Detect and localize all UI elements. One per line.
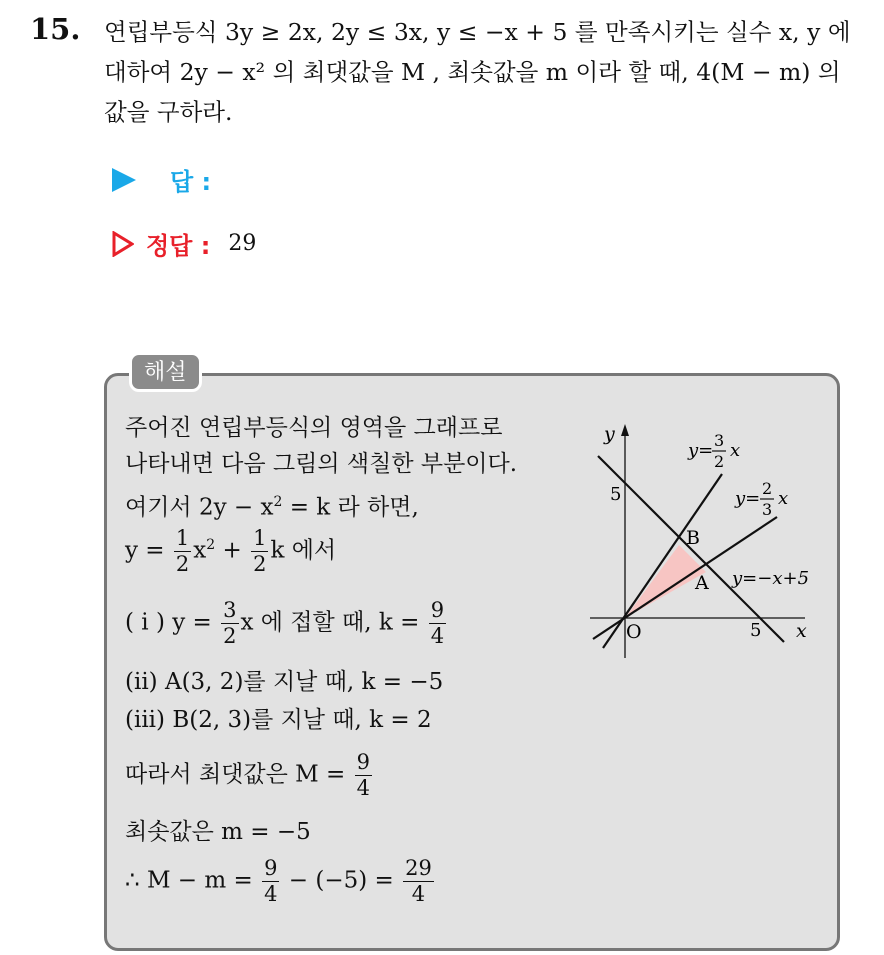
solution-min: 최솟값은 m = −5 (125, 819, 311, 845)
svg-text:2: 2 (714, 452, 725, 471)
svg-text:x: x (778, 488, 789, 509)
solution-line-2: 나타내면 다음 그림의 색칠한 부분이다. (125, 451, 518, 477)
correct-answer-value: 29 (228, 231, 257, 256)
x-axis-label: x (796, 620, 807, 642)
fraction-half: $\frac{1}{2}$ (175, 526, 190, 576)
question-line-1: 연립부등식 3y ≥ 2x, 2y ≤ 3x, y ≤ −x + 5 를 만족시키는 실수 x, y 에 (104, 18, 851, 46)
point-a-label: A (695, 572, 709, 594)
question-line-3: 값을 구하라. (104, 98, 233, 126)
x-intercept-label: 5 (750, 620, 762, 641)
svg-text:2: 2 (762, 479, 773, 498)
svg-text:y=: y= (688, 440, 714, 461)
question-text (104, 12, 864, 132)
fraction-half-2: $\frac{1}{2}$ (253, 526, 267, 576)
solution-case-ii: (ii) A(3, 2)를 지날 때, k = −5 (125, 669, 444, 695)
region-graph (580, 418, 830, 668)
solution-line-4: y = $\frac{1}{2}$ $x^2$ + $\frac{1}{2}$ k 에서 (125, 526, 337, 576)
y-axis-label: y (604, 423, 615, 445)
solution-max: 따라서 최댓값은 M = $\frac{9}{4}$ (125, 750, 370, 800)
answer-label: 답 : (170, 168, 212, 196)
svg-text:y=: y= (735, 488, 761, 509)
solution-line-1: 주어진 연립부등식의 영역을 그래프로 (125, 415, 503, 441)
solution-case-i: ( i ) y = $\frac{3}{2}$ x 에 접할 때, k = $\frac{9}{4}$ (125, 598, 445, 648)
svg-text:3: 3 (762, 500, 773, 519)
y-intercept-label: 5 (610, 484, 622, 505)
question-number: 15. (30, 12, 81, 46)
point-b-label: B (686, 527, 700, 549)
correct-answer-label: 정답 : (146, 232, 211, 260)
answer-row (112, 162, 211, 197)
solution-diff: ∴ M − m = $\frac{9}{4}$ − (−5) = $\frac{29}{4}$ (125, 856, 432, 906)
correct-answer-row (112, 226, 256, 261)
label-y-2-3x (734, 479, 788, 519)
outline-triangle-icon (112, 231, 134, 257)
svg-text:x: x (730, 440, 741, 461)
question-line-2: 대하여 2y − x² 의 최댓값을 M , 최솟값을 m 이라 할 때, 4(M − m) 의 (104, 58, 841, 86)
origin-label: O (626, 621, 642, 643)
y-axis-arrow (621, 424, 629, 436)
play-triangle-icon (112, 168, 136, 192)
svg-text:3: 3 (714, 431, 725, 450)
solution-line-3: 여기서 $2y - x^2 = k$ 라 하면, (125, 494, 419, 521)
solution-tag: 해설 (129, 352, 202, 392)
label-y-neg-x-5: y=−x+5 (732, 568, 810, 589)
solution-case-iii: (iii) B(2, 3)를 지날 때, k = 2 (125, 707, 432, 733)
label-y-3-2x (687, 431, 740, 471)
